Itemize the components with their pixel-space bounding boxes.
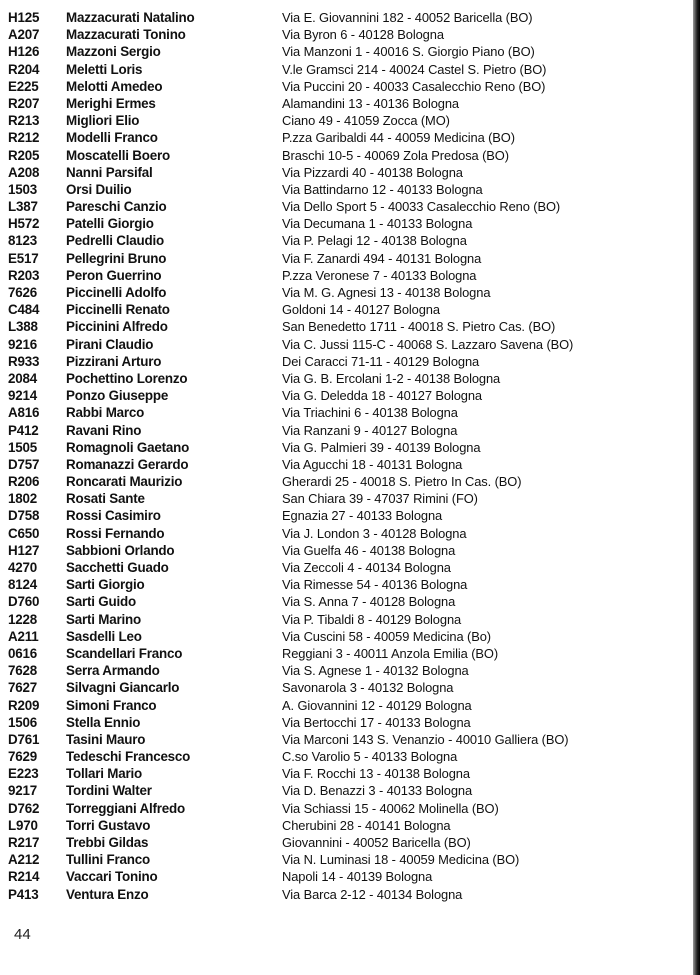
member-name: Vaccari Tonino [66, 869, 158, 885]
member-address: Via Bertocchi 17 - 40133 Bologna [282, 714, 471, 730]
member-code: 4270 [8, 560, 37, 575]
directory-row [8, 61, 688, 78]
member-name: Tordini Walter [66, 783, 152, 799]
member-code: R213 [8, 113, 40, 129]
member-name: Pareschi Canzio [66, 199, 167, 215]
member-address: Giovannini - 40052 Baricella (BO) [282, 835, 471, 850]
member-name: Piccinini Alfredo [66, 319, 168, 335]
directory-row [8, 353, 688, 370]
member-code: R207 [8, 95, 40, 111]
member-code: R204 [8, 61, 40, 77]
member-address: Cherubini 28 - 40141 Bologna [282, 817, 451, 833]
directory-row [8, 611, 688, 628]
member-code: A207 [8, 27, 40, 43]
member-code: 7628 [8, 663, 37, 679]
member-code: 7629 [8, 749, 37, 765]
member-code: H572 [8, 216, 40, 232]
member-address: Via Agucchi 18 - 40131 Bologna [282, 456, 463, 472]
member-address: Via G. Palmieri 39 - 40139 Bologna [282, 439, 481, 455]
member-name: Silvagni Giancarlo [66, 680, 180, 696]
directory-row [8, 456, 688, 473]
directory-row [8, 43, 688, 60]
member-name: Pochettino Lorenzo [66, 370, 188, 386]
member-name: Romagnoli Gaetano [66, 439, 190, 455]
member-address: Via F. Rocchi 13 - 40138 Bologna [282, 766, 470, 782]
member-code: E223 [8, 766, 39, 782]
directory-row [8, 164, 688, 181]
member-name: Mazzoni Sergio [66, 44, 161, 60]
member-address: Savonarola 3 - 40132 Bologna [282, 680, 454, 696]
member-code: A816 [8, 405, 40, 421]
member-address: Via Ranzani 9 - 40127 Bologna [282, 422, 458, 438]
member-name: Piccinelli Adolfo [66, 285, 167, 300]
member-address: Via Barca 2-12 - 40134 Bologna [282, 886, 463, 902]
member-code: R933 [8, 353, 40, 369]
member-address: P.zza Garibaldi 44 - 40059 Medicina (BO) [282, 130, 515, 146]
member-name: Sabbioni Orlando [66, 542, 175, 558]
member-code: R209 [8, 697, 40, 713]
directory-row [8, 800, 688, 817]
member-code: A211 [8, 628, 39, 644]
member-name: Pedrelli Claudio [66, 233, 164, 249]
directory-row [8, 868, 688, 885]
page-number: 44 [14, 926, 31, 943]
directory-row [8, 662, 688, 679]
member-address: Via Cuscini 58 - 40059 Medicina (Bo) [282, 628, 491, 644]
directory-row [8, 679, 688, 696]
member-name: Mazzacurati Natalino [66, 10, 195, 25]
member-code: H127 [8, 542, 40, 558]
member-name: Pirani Claudio [66, 336, 154, 352]
member-code: H125 [8, 10, 40, 25]
directory-row [8, 370, 688, 387]
member-code: D761 [8, 731, 40, 747]
member-address: Via P. Tibaldi 8 - 40129 Bologna [282, 611, 462, 627]
member-address: A. Giovannini 12 - 40129 Bologna [282, 697, 472, 713]
member-name: Orsi Duilio [66, 181, 132, 197]
member-address: Dei Caracci 71-11 - 40129 Bologna [282, 353, 480, 369]
member-code: L387 [8, 199, 38, 215]
directory-row [8, 490, 688, 507]
directory-row [8, 748, 688, 765]
member-name: Sarti Marino [66, 611, 141, 627]
member-address: Via M. G. Agnesi 13 - 40138 Bologna [282, 285, 491, 300]
member-name: Peron Guerrino [66, 267, 162, 283]
directory-row [8, 95, 688, 112]
member-address: Via N. Luminasi 18 - 40059 Medicina (BO) [282, 852, 520, 868]
directory-row [8, 765, 688, 782]
directory-row [8, 507, 688, 524]
member-code: 1503 [8, 181, 37, 197]
member-name: Tullini Franco [66, 852, 150, 868]
member-address: Via S. Anna 7 - 40128 Bologna [282, 594, 456, 610]
directory-row [8, 697, 688, 714]
directory-row [8, 147, 688, 164]
member-name: Stella Ennio [66, 714, 141, 730]
member-address: Via C. Jussi 115-C - 40068 S. Lazzaro Savena (BO) [282, 336, 574, 352]
member-address: Alamandini 13 - 40136 Bologna [282, 95, 459, 111]
member-code: 7627 [8, 680, 37, 696]
member-code: 9216 [8, 336, 37, 352]
directory-row [8, 886, 688, 903]
directory-row [8, 593, 688, 610]
member-address: Via Byron 6 - 40128 Bologna [282, 27, 444, 43]
directory-row [8, 851, 688, 868]
member-address: Via E. Giovannini 182 - 40052 Baricella (BO) [282, 10, 533, 25]
member-address: Via Manzoni 1 - 40016 S. Giorgio Piano (BO) [282, 44, 535, 60]
member-name: Tedeschi Francesco [66, 749, 191, 765]
directory-row [8, 628, 688, 645]
member-code: R217 [8, 835, 40, 850]
member-name: Pellegrini Bruno [66, 250, 167, 266]
member-code: E517 [8, 250, 39, 266]
directory-row [8, 714, 688, 731]
member-code: C650 [8, 525, 40, 541]
member-address: P.zza Veronese 7 - 40133 Bologna [282, 267, 477, 283]
member-name: Trebbi Gildas [66, 835, 149, 850]
directory-row [8, 525, 688, 542]
directory-row [8, 782, 688, 799]
member-name: Serra Armando [66, 663, 160, 679]
member-address: Via D. Benazzi 3 - 40133 Bologna [282, 783, 473, 799]
member-code: D760 [8, 594, 40, 610]
member-code: L970 [8, 817, 38, 833]
directory-row [8, 267, 688, 284]
member-name: Ravani Rino [66, 422, 142, 438]
member-name: Rossi Casimiro [66, 508, 161, 524]
directory-row [8, 78, 688, 95]
member-code: A212 [8, 852, 40, 868]
directory-row [8, 112, 688, 129]
directory-row [8, 731, 688, 748]
directory-row [8, 336, 688, 353]
member-name: Moscatelli Boero [66, 147, 170, 163]
member-name: Rabbi Marco [66, 405, 145, 421]
member-name: Sacchetti Guado [66, 560, 169, 575]
member-code: R214 [8, 869, 40, 885]
member-address: Braschi 10-5 - 40069 Zola Predosa (BO) [282, 147, 509, 163]
member-name: Rosati Sante [66, 491, 145, 507]
member-code: R203 [8, 267, 40, 283]
member-name: Sasdelli Leo [66, 628, 142, 644]
member-code: P412 [8, 422, 39, 438]
member-code: D762 [8, 800, 40, 816]
member-name: Rossi Fernando [66, 525, 165, 541]
directory-row [8, 576, 688, 593]
directory-row [8, 645, 688, 662]
member-address: Via P. Pelagi 12 - 40138 Bologna [282, 233, 467, 249]
directory-row [8, 301, 688, 318]
member-name: Piccinelli Renato [66, 302, 170, 318]
member-code: 1228 [8, 611, 37, 627]
directory-row [8, 9, 688, 26]
member-address: V.le Gramsci 214 - 40024 Castel S. Pietro (BO) [282, 61, 547, 77]
member-address: Via Guelfa 46 - 40138 Bologna [282, 542, 456, 558]
member-address: Via Battindarno 12 - 40133 Bologna [282, 181, 483, 197]
member-address: C.so Varolio 5 - 40133 Bologna [282, 749, 458, 765]
directory-row [8, 817, 688, 834]
member-name: Torreggiani Alfredo [66, 800, 185, 816]
member-address: Via Marconi 143 S. Venanzio - 40010 Galliera (BO) [282, 731, 569, 747]
member-code: 1802 [8, 491, 37, 507]
member-code: H126 [8, 44, 40, 60]
member-code: 2084 [8, 370, 37, 386]
member-name: Scandellari Franco [66, 645, 183, 661]
directory-row [8, 834, 688, 851]
member-address: Via Rimesse 54 - 40136 Bologna [282, 577, 468, 593]
member-name: Sarti Giorgio [66, 577, 145, 593]
member-name: Ponzo Giuseppe [66, 388, 169, 404]
directory-row [8, 284, 688, 301]
member-name: Nanni Parsifal [66, 164, 153, 180]
member-name: Roncarati Maurizio [66, 474, 183, 490]
member-code: C484 [8, 302, 40, 318]
directory-row [8, 198, 688, 215]
member-code: 7626 [8, 285, 37, 300]
member-address: Via Schiassi 15 - 40062 Molinella (BO) [282, 800, 499, 816]
member-name: Tasini Mauro [66, 731, 146, 747]
member-code: R206 [8, 474, 40, 490]
member-address: Napoli 14 - 40139 Bologna [282, 869, 433, 885]
member-name: Romanazzi Gerardo [66, 456, 189, 472]
member-code: 9217 [8, 783, 37, 799]
member-address: Reggiani 3 - 40011 Anzola Emilia (BO) [282, 645, 499, 661]
directory-row [8, 215, 688, 232]
directory-row [8, 232, 688, 249]
directory-row [8, 542, 688, 559]
member-code: E225 [8, 78, 39, 94]
member-name: Mazzacurati Tonino [66, 27, 186, 43]
member-address: Goldoni 14 - 40127 Bologna [282, 302, 440, 318]
member-address: Via G. Deledda 18 - 40127 Bologna [282, 388, 482, 404]
member-name: Sarti Guido [66, 594, 136, 610]
directory-row [8, 404, 688, 421]
member-code: R205 [8, 147, 40, 163]
directory-row [8, 26, 688, 43]
member-address: Via F. Zanardi 494 - 40131 Bologna [282, 250, 482, 266]
member-address: Via Pizzardi 40 - 40138 Bologna [282, 164, 463, 180]
member-address: Via Puccini 20 - 40033 Casalecchio Reno (BO) [282, 78, 546, 94]
member-address: Via Decumana 1 - 40133 Bologna [282, 216, 473, 232]
member-name: Ventura Enzo [66, 886, 149, 902]
member-code: D758 [8, 508, 40, 524]
member-address: Via Zeccoli 4 - 40134 Bologna [282, 560, 451, 575]
directory-row [8, 422, 688, 439]
member-name: Meletti Loris [66, 61, 143, 77]
member-address: Ciano 49 - 41059 Zocca (MO) [282, 113, 450, 129]
member-code: 8124 [8, 577, 37, 593]
member-address: Via Dello Sport 5 - 40033 Casalecchio Reno (BO) [282, 199, 561, 215]
member-name: Patelli Giorgio [66, 216, 154, 232]
directory-row [8, 387, 688, 404]
member-code: D757 [8, 456, 40, 472]
directory-row [8, 129, 688, 146]
member-address: Via Triachini 6 - 40138 Bologna [282, 405, 458, 421]
member-name: Simoni Franco [66, 697, 157, 713]
directory-row [8, 318, 688, 335]
member-name: Melotti Amedeo [66, 78, 163, 94]
member-address: Egnazia 27 - 40133 Bologna [282, 508, 443, 524]
directory-row [8, 250, 688, 267]
page-edge-shadow [693, 0, 700, 975]
member-address: Via J. London 3 - 40128 Bologna [282, 525, 467, 541]
directory-row [8, 439, 688, 456]
member-code: 0616 [8, 645, 37, 661]
member-name: Merighi Ermes [66, 95, 156, 111]
member-name: Tollari Mario [66, 766, 143, 782]
member-name: Migliori Elio [66, 113, 140, 129]
directory-row [8, 559, 688, 576]
member-address: Via S. Agnese 1 - 40132 Bologna [282, 663, 469, 679]
directory-row [8, 473, 688, 490]
member-code: 9214 [8, 388, 37, 404]
directory-row [8, 181, 688, 198]
member-name: Pizzirani Arturo [66, 353, 162, 369]
member-address: Via G. B. Ercolani 1-2 - 40138 Bologna [282, 370, 501, 386]
member-code: 1505 [8, 439, 37, 455]
member-code: P413 [8, 886, 39, 902]
member-code: 8123 [8, 233, 37, 249]
member-address: San Benedetto 1711 - 40018 S. Pietro Cas. (BO) [282, 319, 556, 335]
member-name: Torri Gustavo [66, 817, 151, 833]
member-name: Modelli Franco [66, 130, 158, 146]
member-code: R212 [8, 130, 40, 146]
member-code: L388 [8, 319, 38, 335]
member-code: 1506 [8, 714, 37, 730]
member-code: A208 [8, 164, 40, 180]
member-directory [8, 9, 688, 903]
member-address: Gherardi 25 - 40018 S. Pietro In Cas. (BO) [282, 474, 522, 490]
member-address: San Chiara 39 - 47037 Rimini (FO) [282, 491, 478, 507]
